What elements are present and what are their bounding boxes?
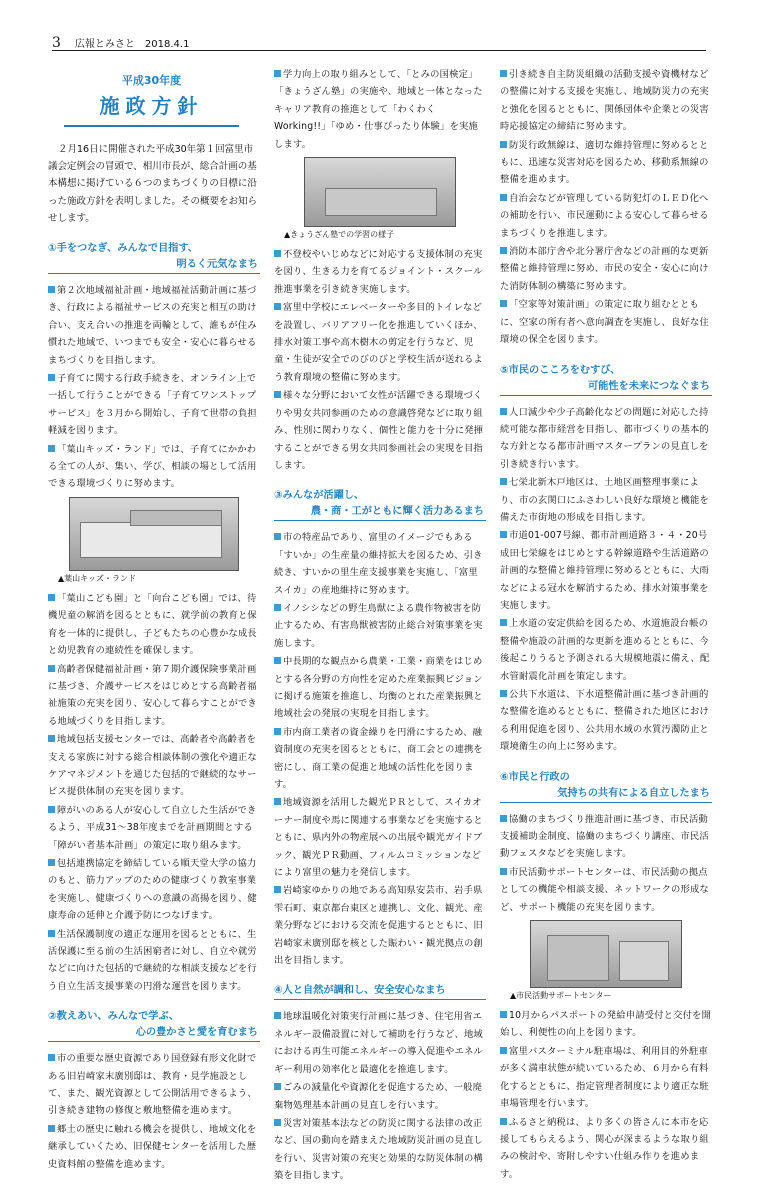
article-title <box>64 72 239 127</box>
policy-item-text: 生活保護制度の適正な運用を図るとともに、生活保護に至る前の生活困窮者に対し、自立や就労などに向けた包括的で継続的な相談支援などを行う自立生活支援事業の円滑な運営を図ります。 <box>48 928 257 992</box>
square-bullet-icon <box>48 665 55 672</box>
policy-item-text: 10月からパスポートの発給申請受付と交付を開始し、利便性の向上を図ります。 <box>500 1010 712 1039</box>
square-bullet-icon <box>274 1083 281 1090</box>
policy-item <box>500 686 712 756</box>
policy-item-text: 岩崎家ゆかりの地である高知県安芸市、岩手県雫石町、東京都台東区と連携し、文化、観光、産業分野などにおける交流を促進するとともに、旧岩崎家末廣別邸を核とした賑わい・観光拠点の創出を目指します。 <box>274 885 483 967</box>
square-bullet-icon <box>274 533 281 540</box>
policy-item-text: 地域包括支援センターでは、高齢者や高齢者を支える家族に対する総合相談体制の強化や適正なケアマネジメントを通じた包括的で継続的なサービス提供体制の充実を図ります。 <box>48 734 257 798</box>
policy-item <box>274 1008 486 1078</box>
policy-item <box>500 66 712 136</box>
policy-item <box>500 1043 712 1113</box>
square-bullet-icon <box>500 619 507 626</box>
policy-item <box>48 731 260 801</box>
section-heading-3: ③みんなが活躍し、 農・商・工がともに輝く活力あるまち <box>274 488 486 521</box>
policy-item-text: 自治会などが管理している防犯灯のＬＥＤ化への補助を行い、市民運動による安心して暮らせるまちづくりを推進します。 <box>500 192 709 239</box>
square-bullet-icon <box>500 1047 507 1054</box>
photo-caption-kids: ▲葉山キッズ・ランド <box>58 573 136 583</box>
section-heading-2: ②教えあい、みんなで学ぶ、 心の豊かさと愛を育むまち <box>48 1009 260 1042</box>
policy-item <box>274 387 486 474</box>
section-2-list-a <box>48 1050 260 1173</box>
policy-item <box>500 864 712 916</box>
page-header <box>52 34 706 51</box>
policy-item-text: 「葉山キッズ・ランド」では、子育てにかかわる全ての人が、集い、学び、相談の場として活用できる環境づくりに努めます。 <box>48 443 257 490</box>
photo-caption-school: ▲きょうざん塾での学習の様子 <box>284 230 395 240</box>
column-3 <box>500 66 712 1184</box>
policy-item <box>500 474 712 526</box>
square-bullet-icon <box>274 604 281 611</box>
policy-item <box>274 246 486 298</box>
section-6-list-a <box>500 811 712 916</box>
square-bullet-icon <box>274 303 281 310</box>
policy-item-text: 防災行政無線は、適切な維持管理に努めるとともに、迅速な災害対応を図るため、移動系無線の整備を進めます。 <box>500 139 709 186</box>
square-bullet-icon <box>48 930 55 937</box>
policy-item <box>274 882 486 969</box>
policy-item <box>274 600 486 652</box>
square-bullet-icon <box>500 868 507 875</box>
policy-item <box>48 590 260 660</box>
policy-item <box>500 190 712 242</box>
policy-item <box>500 1007 712 1042</box>
section-4-list-b <box>500 66 712 349</box>
square-bullet-icon <box>500 815 507 822</box>
support-center-photo <box>530 920 682 988</box>
policy-item <box>48 802 260 854</box>
policy-item-text: 地域資源を活用した観光ＰＲとして、スイカオーナー制度や馬に関連する事業などを実施するとともに、県内外の物産展への出展や観光ガイドブック、観光ＰＲ動画、フィルムコミッションなどにより富里の魅力を発信します。 <box>274 797 483 879</box>
section-heading-6: ⑥市民と行政の 気持ちの共有による自立したまち <box>500 770 712 803</box>
policy-item-text: ごみの減量化や資源化を促進するため、一般廃棄物処理基本計画の見直しを行います。 <box>274 1082 483 1111</box>
section-5-list <box>500 404 712 756</box>
policy-item-text: 七栄北新木戸地区は、土地区画整理事業により、市の玄関口にふさわしい良好な環境と機能を備えた市街地の形成を目指します。 <box>500 477 709 523</box>
policy-item <box>48 282 260 369</box>
policy-item-text: 災害対策基本法などの防災に関する法律の改正など、国の動向を踏まえた地域防災計画の見直しを行い、災害対策の充実と効果的な防災体制の構築を目指します。 <box>274 1117 483 1182</box>
section-heading-5: ⑤市民のこころをむすび、 可能性を未来につなぐまち <box>500 363 712 396</box>
policy-item-text: 人口減少や少子高齢化などの問題に対応した持続可能な都市経営を目指し、都市づくりの基本的な方針となる都市計画マスタープランの見直しを引き続き行います。 <box>500 406 709 470</box>
square-bullet-icon <box>500 690 507 697</box>
policy-item <box>48 370 260 440</box>
policy-item-text: 協働のまちづくり推進計画に基づき、市民活動支援補助金制度、協働のまちづくり講座、市民活動フェスタなどを実施します。 <box>500 813 709 860</box>
square-bullet-icon <box>274 391 281 398</box>
square-bullet-icon <box>48 735 55 742</box>
policy-item-text: 市内商工業者の資金繰りを円滑にするため、融資制度の充実を図るとともに、商工会との連携を密にし、商工業の促進と地域の活性化を図ります。 <box>274 726 483 790</box>
square-bullet-icon <box>274 798 281 805</box>
square-bullet-icon <box>274 1012 281 1019</box>
section-6-list-b <box>500 1007 712 1183</box>
policy-item <box>274 66 486 153</box>
title-main: 施政方針 <box>99 94 204 118</box>
policy-item-text: 包括連携協定を締結している順天堂大学の協力のもと、筋力アップのための健康づくり教室事業を実施し、健康づくりへの意識の高揚を図り、健康寿命の延伸と介護予防につなげます。 <box>48 857 257 922</box>
policy-item-text: 障がいのある人が安心して自立した生活ができるよう、平成31～38年度までを計画期間とする「障がい者基本計画」の策定に取り組みます。 <box>48 804 257 851</box>
policy-item-text: 市道01-007号線、都市計画道路３・４・20号成田七栄線をはじめとする幹線道路や生活道路の計画的な整備と維持管理に努めるとともに、大雨などによる冠水を解消するため、排水対策事業を実施します。 <box>500 530 709 611</box>
policy-item-text: イノシシなどの野生鳥獣による農作物被害を防止するため、有害鳥獣被害防止総合対策事業を実施します。 <box>274 602 483 649</box>
square-bullet-icon <box>274 886 281 893</box>
square-bullet-icon <box>48 859 55 866</box>
section-4-list-a <box>274 1008 486 1184</box>
policy-item-text: 市民活動サポートセンターは、市民活動の拠点としての機能や相談支援、ネットワークの形成など、サポート機能の充実を図ります。 <box>500 866 709 913</box>
square-bullet-icon <box>48 1054 55 1061</box>
square-bullet-icon <box>274 250 281 257</box>
section-2-list-b <box>274 66 486 153</box>
square-bullet-icon <box>274 70 281 77</box>
policy-item <box>500 615 712 685</box>
square-bullet-icon <box>274 657 281 664</box>
square-bullet-icon <box>48 445 55 452</box>
policy-item-text: 様々な分野において女性が活躍できる環境づくりや男女共同参画のための意識啓発などに取り組み、性別に関わりなく、個性と能力を十分に発揮することができる男女共同参画社会の実現を目指します。 <box>274 390 484 471</box>
title-year: 平成30年度 <box>121 74 182 87</box>
policy-item <box>48 1121 260 1173</box>
kids-land-photo <box>69 497 239 571</box>
policy-item-text: 市の特産品であり、富里のイメージでもある「すいか」の生産量の維持拡大を図るため、引き続き、すいかの里生産支援事業を実施し、「富里スイカ」の産地維持に努めます。 <box>274 532 483 596</box>
policy-item-text: 「空家等対策計画」の策定に取り組むとともに、空家の所有者へ意向調査を実施し、良好な住環境の保全を図ります。 <box>500 299 709 346</box>
policy-item <box>500 527 712 614</box>
policy-item <box>274 653 486 723</box>
policy-item <box>274 1079 486 1114</box>
policy-item-text: 不登校やいじめなどに対応する支援体制の充実を図り、生きる力を育てるジョイント・スクール推進事業を引き続き実施します。 <box>274 249 483 295</box>
square-bullet-icon <box>500 408 507 415</box>
column-1 <box>48 66 260 1174</box>
policy-item <box>500 243 712 295</box>
policy-item-text: 市の重要な歴史資源であり国登録有形文化財である旧岩崎家末廣別邸は、教育・見学施設として、また、観光資源として公開活用できるよう、引き続き建物の修復と敷地整備を進めます。 <box>48 1053 257 1117</box>
section-1-list-b <box>48 590 260 995</box>
policy-item-text: 高齢者保健福祉計画・第７期介護保険事業計画に基づき、介護サービスをはじめとする高齢者福祉施策の充実を図り、安心して暮らすことができる地域づくりを目指します。 <box>48 663 257 727</box>
square-bullet-icon <box>48 1125 55 1132</box>
policy-item <box>48 1050 260 1120</box>
square-bullet-icon <box>48 286 55 293</box>
section-3-list <box>274 529 486 969</box>
policy-item <box>500 404 712 474</box>
policy-item-text: 消防本部庁舎や北分署庁舎などの計画的な更新整備と維持管理に努め、市民の安全・安心に向けた消防体制の構築に努めます。 <box>500 246 709 292</box>
intro-text: ２月16日に開催された平成30年第１回富里市議会定例会の冒頭で、相川市長が、総合計画の基本構想に掲げている６つのまちづくりの目標に沿った施政方針を表明しました。その概要をお知らせします。 <box>48 144 258 224</box>
square-bullet-icon <box>274 1119 281 1126</box>
newsletter-name: 広報とみさと <box>74 39 135 50</box>
policy-item-text: 「葉山こども園」と「向台こども園」では、待機児童の解消を図るとともに、就学前の教育と保育を一体的に提供し、子どもたちの心豊かな成長と幼児教育の連続性を確保します。 <box>48 592 257 657</box>
policy-item <box>48 661 260 731</box>
section-heading-4: ④人と自然が調和し、安全安心なまち <box>274 983 486 1000</box>
policy-item <box>274 299 486 386</box>
page-number: 3 <box>52 35 61 51</box>
policy-item-text: 公共下水道は、下水道整備計画に基づき計画的な整備を進めるとともに、整備された地区における利用促進を図り、公共用水域の水質汚濁防止と環境衛生の向上に努めます。 <box>500 689 709 753</box>
section-heading-1: ①手をつなぎ、みんなで目指す、 明るく元気なまち <box>48 241 260 274</box>
policy-item-text: 地球温暖化対策実行計画に基づき、住宅用省エネルギー設備設置に対して補助を行うなど、地域における再生可能エネルギーの導入促進やエネルギー利用の効率化と最適化を推進します。 <box>274 1011 483 1075</box>
policy-item-text: 第２次地域福祉計画・地域福祉活動計画に基づき、行政による福祉サービスの充実と相互の助け合い、支え合いの推進を両輪として、誰もが住み慣れた地域で、いつまでも安全・安心に暮らせるまちづくりを目指します。 <box>48 285 257 366</box>
square-bullet-icon <box>48 594 55 601</box>
policy-item <box>48 441 260 493</box>
square-bullet-icon <box>500 70 507 77</box>
policy-item <box>500 137 712 189</box>
policy-item <box>500 296 712 348</box>
issue-date: 2018.4.1 <box>144 39 190 50</box>
policy-item <box>274 529 486 599</box>
square-bullet-icon <box>48 374 55 381</box>
square-bullet-icon <box>48 806 55 813</box>
section-1-list-a <box>48 282 260 493</box>
policy-item <box>274 794 486 881</box>
policy-item <box>500 1114 712 1184</box>
policy-item <box>274 1115 486 1185</box>
square-bullet-icon <box>500 194 507 201</box>
square-bullet-icon <box>274 728 281 735</box>
square-bullet-icon <box>500 1011 507 1018</box>
policy-item-text: ふるさと納税は、より多くの皆さんに本市を応援してもらえるよう、関心が深まるような取り組みの検討や、寄附しやすい仕組み作りを進めます。 <box>500 1116 709 1180</box>
policy-item-text: 郷土の歴史に触れる機会を提供し、地域文化を継承していくため、旧保健センターを活用した歴史資料館の整備を進めます。 <box>48 1123 257 1170</box>
section-2-list-c <box>274 246 486 474</box>
policy-item-text: 富里中学校にエレベーターや多目的トイレなどを設置し、バリアフリー化を推進していくほか、排水対策工事や高木樹木の剪定を行うなど、児童・生徒が安全でのびのびと学校生活が送れるよう教育環境の整備に努めます。 <box>274 302 483 383</box>
policy-item-text: 子育てに関する行政手続きを、オンライン上で一括して行うことができる「子育てワンストップサービス」を３月から開始し、子育て世帯の負担軽減を図ります。 <box>48 373 257 437</box>
policy-item-text: 引き続き自主防災組織の活動支援や資機材などの整備に対する支援を実施し、地域防災力の充実と強化を図るとともに、関係団体や企業との災害時応援協定の締結に努めます。 <box>500 69 709 133</box>
square-bullet-icon <box>500 141 507 148</box>
policy-item-text: 上水道の安定供給を図るため、水道施設台帳の整備や施設の計画的な更新を進めるとともに、今後起こりうると予測される大規模地震に備え、配水管耐震化計画を策定します。 <box>500 618 710 682</box>
square-bullet-icon <box>500 300 507 307</box>
photo-caption-center: ▲市民活動サポートセンター <box>510 991 612 1001</box>
column-2 <box>274 66 486 1186</box>
policy-item <box>48 926 260 996</box>
policy-item-text: 富里バスターミナル駐車場は、利用目的外駐車が多く満車状態が続いているため、６月から有料化するとともに、指定管理者制度により適正な駐車場管理を行います。 <box>500 1045 709 1110</box>
school-photo <box>304 157 456 227</box>
policy-item-text: 中長期的な観点から農業・工業・商業をはじめとする各分野の方向性を定めた産業振興ビジョンに掲げる施策を推進し、均衡のとれた産業振興と地域社会の発展の実現を目指します。 <box>274 656 483 720</box>
square-bullet-icon <box>500 478 507 485</box>
policy-item <box>274 724 486 794</box>
square-bullet-icon <box>500 531 507 538</box>
policy-item <box>500 811 712 863</box>
square-bullet-icon <box>500 247 507 254</box>
policy-item <box>48 855 260 925</box>
policy-item-text: 学力向上の取り組みとして、「とみの国検定」「きょうざん塾」の実施や、地域と一体となったキャリア教育の推進として「わくわくWorking!!」「ゆめ・仕事ぴったり体験」を実施します。 <box>274 69 483 150</box>
